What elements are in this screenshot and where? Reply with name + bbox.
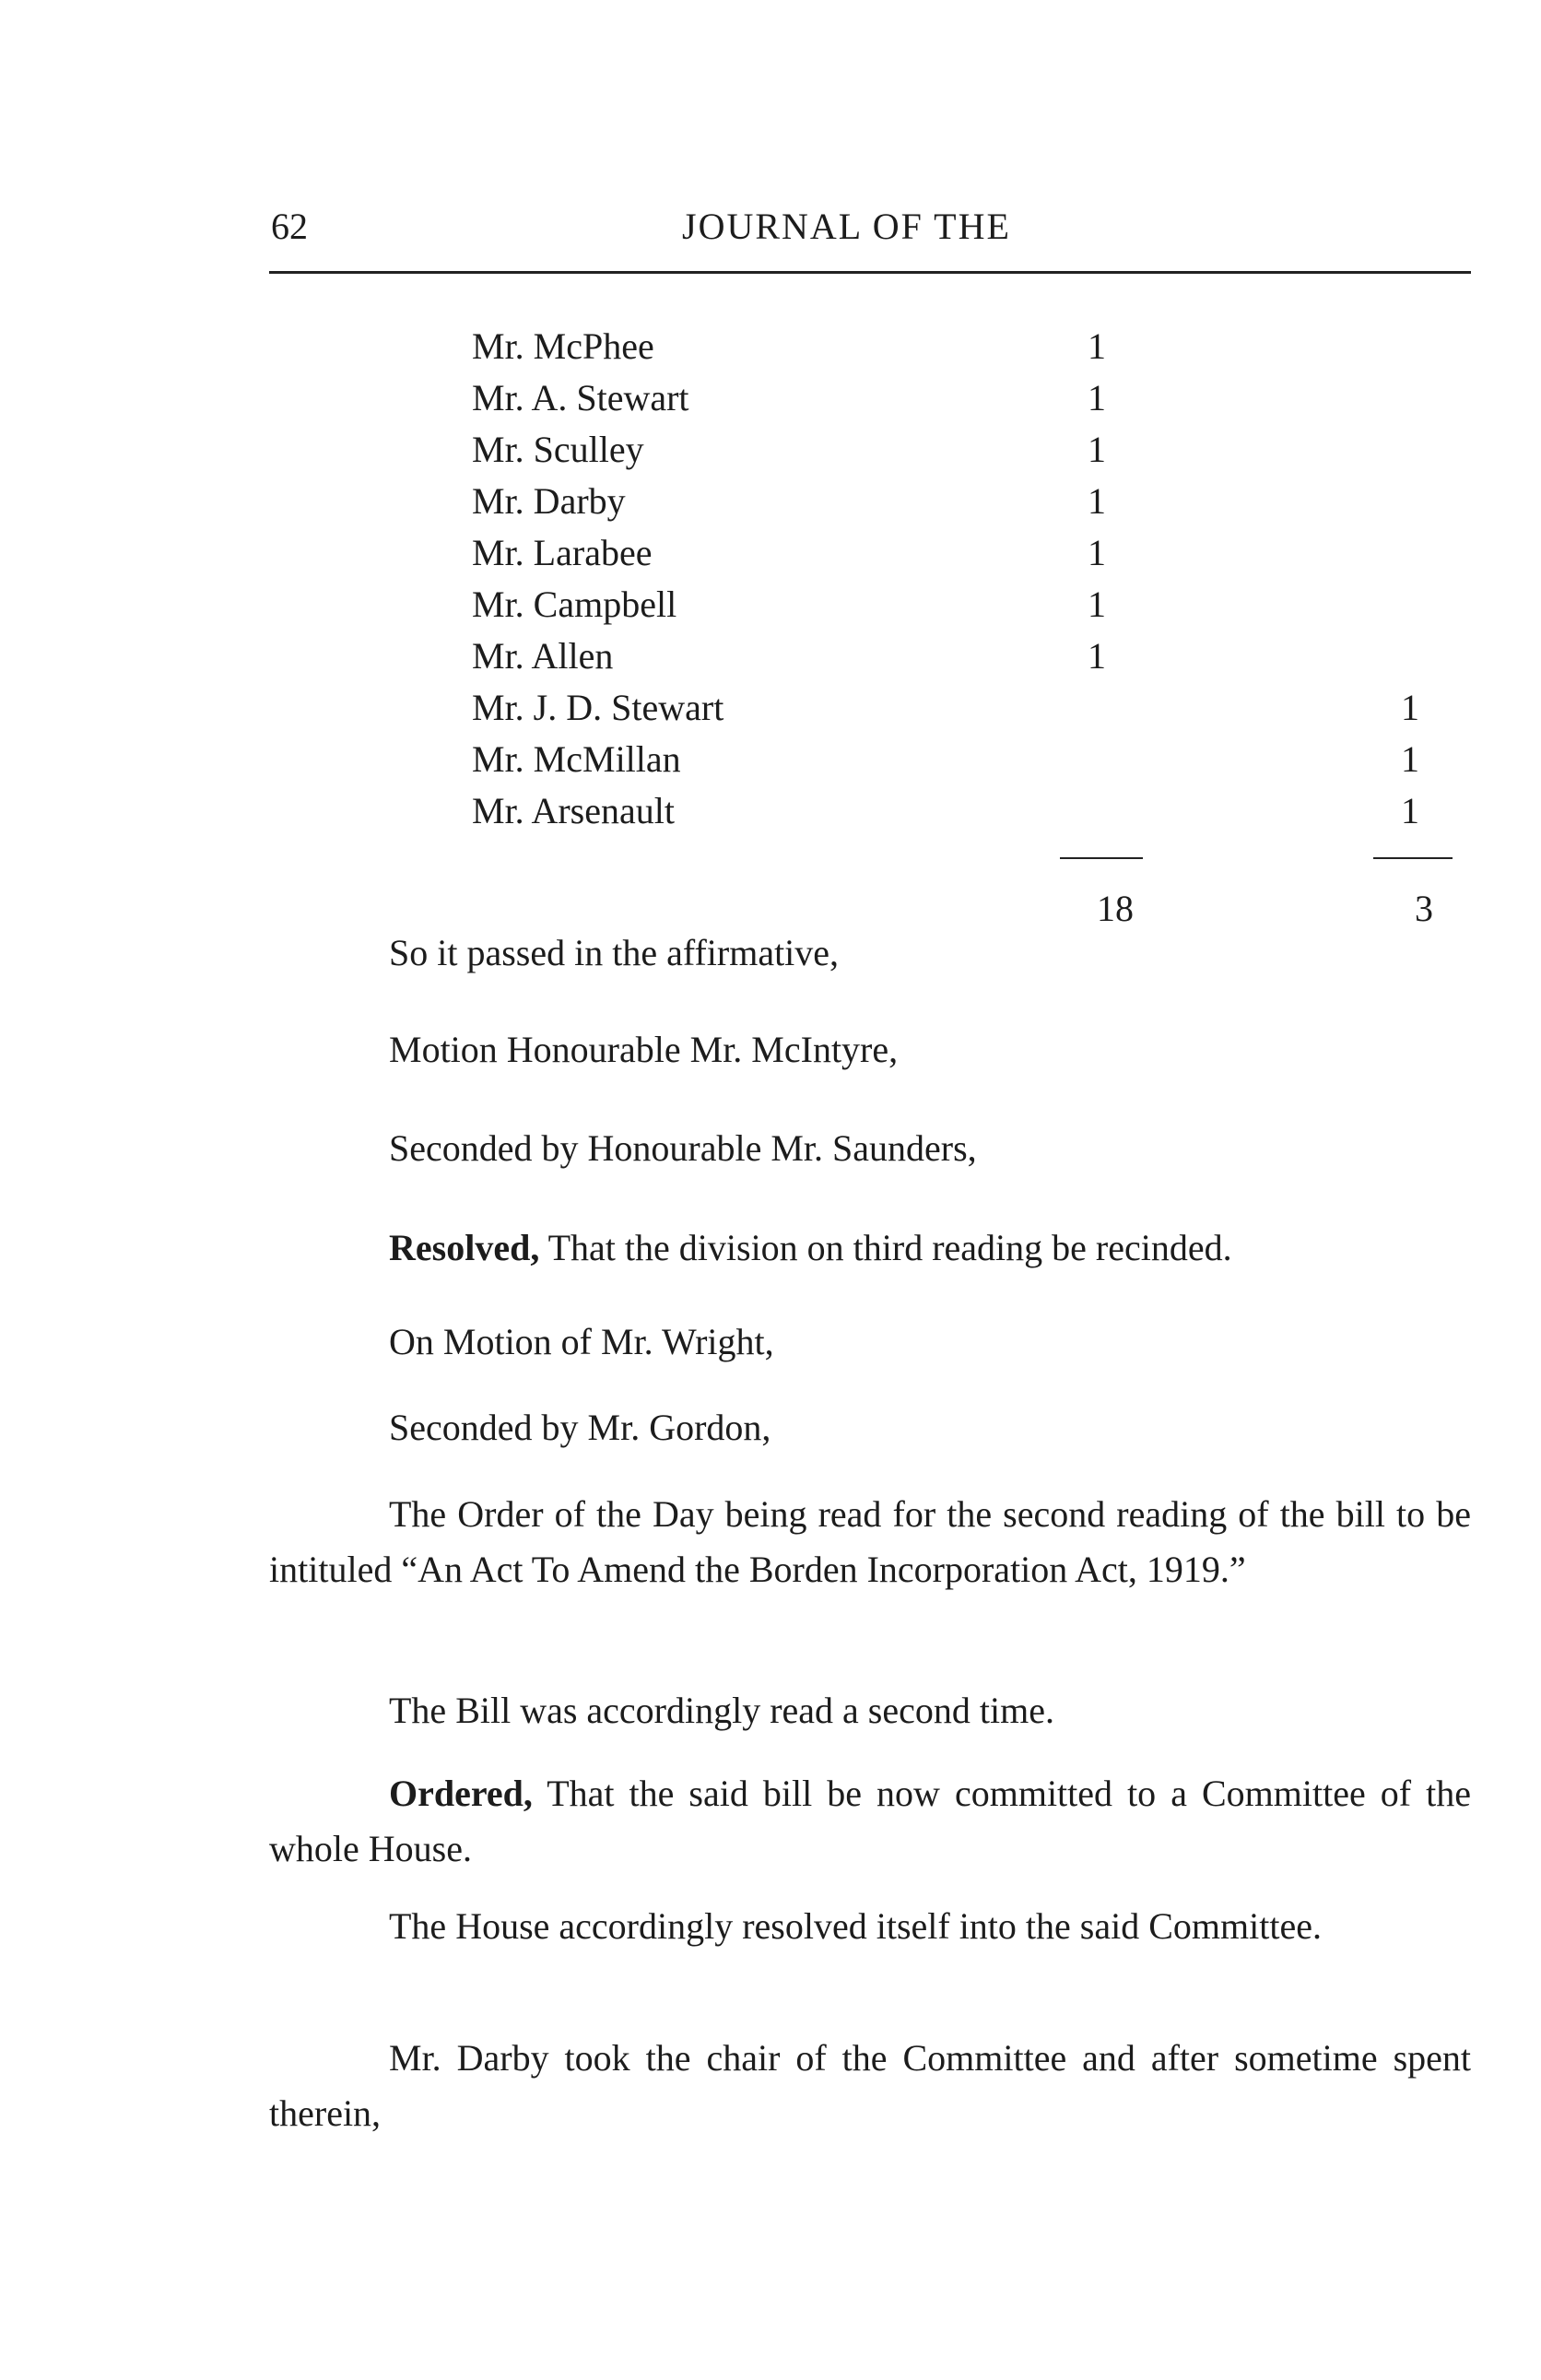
yea-vote: 1	[1088, 480, 1106, 522]
member-name: Mr. Larabee	[472, 532, 653, 573]
nay-vote: 1	[1401, 738, 1419, 780]
vote-row	[0, 789, 1541, 841]
vote-row	[0, 634, 1541, 686]
header-rule	[269, 271, 1471, 274]
member-name: Mr. McMillan	[472, 738, 681, 780]
resolved-text: That the division on third reading be recinded.	[539, 1227, 1232, 1268]
yea-vote: 1	[1088, 429, 1106, 470]
ordered-label: Ordered,	[389, 1773, 533, 1814]
yea-vote: 1	[1088, 583, 1106, 625]
ordered-paragraph	[269, 1766, 1471, 1877]
committee-paragraph: The House accordingly resolved itself into the said Committee.	[389, 1905, 1322, 1947]
read-paragraph: The Bill was accordingly read a second time.	[389, 1690, 1054, 1731]
member-name: Mr. Darby	[472, 480, 626, 522]
on-motion-line: On Motion of Mr. Wright,	[389, 1321, 774, 1362]
vote-row	[0, 583, 1541, 634]
order-paragraph: The Order of the Day being read for the second reading of the bill to be intituled “An Act To Amend the Borden Incorporation Act, 1919.”	[269, 1493, 1471, 1590]
passed-line: So it passed in the affirmative,	[389, 932, 840, 973]
vote-row	[0, 737, 1541, 789]
page-number: 62	[271, 206, 308, 247]
yea-total: 18	[1097, 888, 1134, 929]
member-name: Mr. J. D. Stewart	[472, 687, 724, 728]
vote-row	[0, 376, 1541, 428]
member-name: Mr. A. Stewart	[472, 377, 689, 418]
seconded-line-2: Seconded by Mr. Gordon,	[389, 1407, 771, 1448]
vote-row	[0, 479, 1541, 531]
yea-vote: 1	[1088, 325, 1106, 367]
vote-row	[0, 428, 1541, 479]
seconded-line: Seconded by Honourable Mr. Saunders,	[389, 1127, 977, 1169]
nay-total: 3	[1415, 888, 1433, 929]
nay-vote: 1	[1401, 687, 1419, 728]
member-name: Mr. Sculley	[472, 429, 644, 470]
vote-row	[0, 324, 1541, 376]
member-name: Mr. Campbell	[472, 583, 677, 625]
yea-vote: 1	[1088, 635, 1106, 677]
vote-row	[0, 686, 1541, 737]
member-name: Mr. Arsenault	[472, 790, 675, 831]
running-head: JOURNAL OF THE	[682, 206, 1011, 247]
member-name: Mr. McPhee	[472, 325, 654, 367]
resolved-label: Resolved,	[389, 1227, 540, 1268]
yea-total-rule	[1060, 857, 1143, 859]
member-name: Mr. Allen	[472, 635, 614, 677]
nay-vote: 1	[1401, 790, 1419, 831]
chair-paragraph: Mr. Darby took the chair of the Committee and after sometime spent therein,	[269, 2037, 1471, 2134]
yea-vote: 1	[1088, 532, 1106, 573]
nay-total-rule	[1373, 857, 1453, 859]
vote-row	[0, 531, 1541, 583]
resolved-line	[389, 1226, 1232, 1269]
yea-vote: 1	[1088, 377, 1106, 418]
motion-line: Motion Honourable Mr. McIntyre,	[389, 1029, 899, 1070]
ordered-text: That the said bill be now committed to a Committee of the whole House.	[269, 1773, 1471, 1869]
